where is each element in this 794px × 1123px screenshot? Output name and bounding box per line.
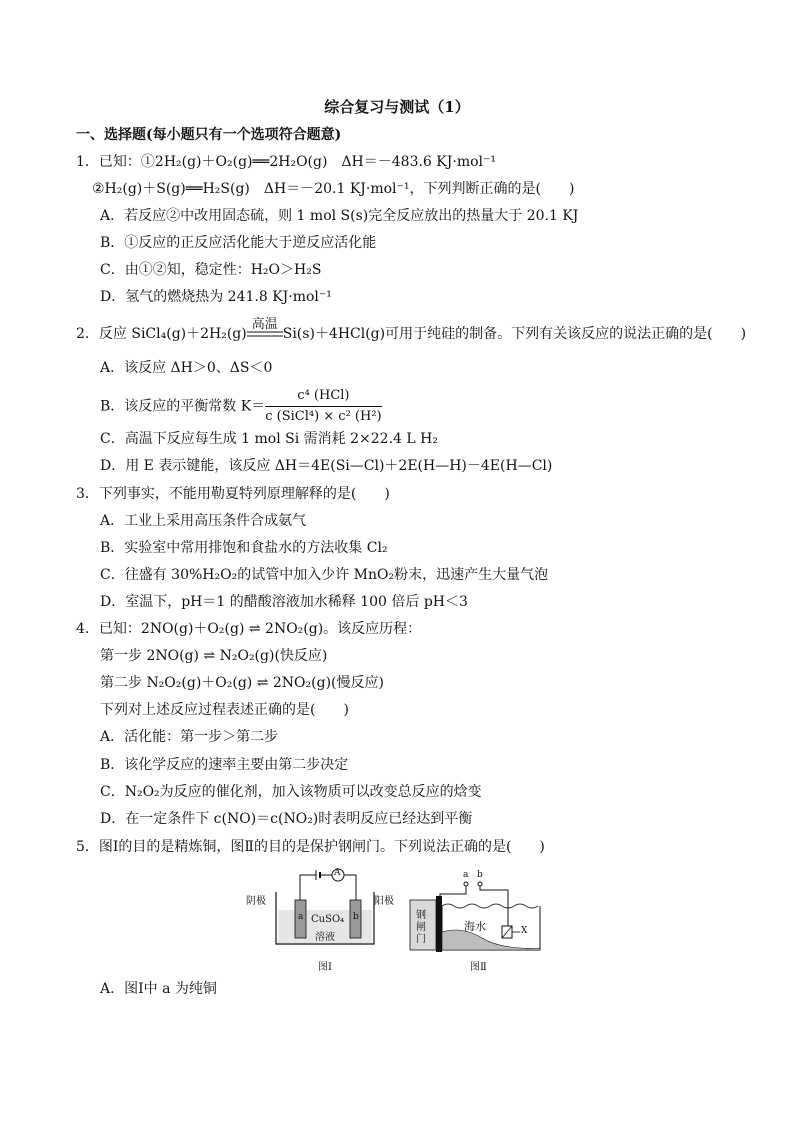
q4-option-c: C．N₂O₂为反应的催化剂，加入该物质可以改变总反应的焓变 bbox=[100, 784, 482, 800]
q1-option-b: B．①反应的正反应活化能大于逆反应活化能 bbox=[100, 235, 377, 251]
q4-option-d: D．在一定条件下 c(NO)＝c(NO₂)时表明反应已经达到平衡 bbox=[100, 811, 473, 827]
q4-stem: 4．已知：2NO(g)＋O₂(g) ⇌ 2NO₂(g)。该反应历程： bbox=[76, 621, 422, 637]
q4-option-a: A．活化能：第一步＞第二步 bbox=[100, 729, 279, 745]
q2-option-b bbox=[100, 387, 382, 426]
ammeter-icon: A bbox=[334, 868, 341, 878]
figure-2-caption: 图Ⅱ bbox=[470, 962, 487, 973]
q3-option-c: C．往盛有 30%H₂O₂的试管中加入少许 MnO₂粉末，迅速产生大量气泡 bbox=[100, 567, 549, 583]
steel-gate-diagram bbox=[408, 870, 548, 956]
fraction-denominator: c (SiCl⁴) × c² (H²) bbox=[265, 409, 382, 424]
terminal-b-label: b bbox=[477, 870, 483, 880]
section-heading: 一、选择题(每小题只有一个选项符合题意) bbox=[76, 127, 342, 143]
figure-1-caption: 图Ⅰ bbox=[318, 962, 332, 973]
q2-option-a: A．该反应 ΔH＞0、ΔS＜0 bbox=[100, 360, 273, 376]
seawater-label: 海水 bbox=[464, 920, 486, 933]
q2-stem-pre: 2．反应 SiCl₄(g)＋2H₂(g) bbox=[76, 326, 247, 342]
equilibrium-fraction bbox=[265, 387, 381, 426]
terminal-a-label: a bbox=[463, 870, 469, 880]
q3-option-b: B．实验室中常用排饱和食盐水的方法收集 Cl₂ bbox=[100, 540, 388, 556]
figure-2-steel-gate bbox=[408, 870, 548, 976]
q4-step1: 第一步 2NO(g) ⇌ N₂O₂(g)(快反应) bbox=[100, 648, 328, 664]
solution-label-1: CuSO₄ bbox=[311, 914, 345, 925]
cathode-label: 阴极 bbox=[246, 896, 266, 907]
q3-option-d: D．室温下，pH＝1 的醋酸溶液加水稀释 100 倍后 pH＜3 bbox=[100, 594, 468, 610]
x-material-label: X bbox=[521, 926, 528, 936]
q4-question: 下列对上述反应过程表述正确的是( ) bbox=[100, 702, 349, 718]
q2-option-b-text: B．该反应的平衡常数 K＝ bbox=[100, 398, 266, 415]
fraction-numerator: c⁴ (HCl) bbox=[265, 387, 381, 407]
q4-step2: 第二步 N₂O₂(g)＋O₂(g) ⇌ 2NO₂(g)(慢反应) bbox=[100, 675, 384, 691]
figure-1-electrolysis bbox=[246, 864, 406, 974]
q3-stem: 3．下列事实，不能用勒夏特列原理解释的是( ) bbox=[76, 486, 390, 502]
q2-stem bbox=[76, 317, 747, 343]
q5-stem: 5．图Ⅰ的目的是精炼铜，图Ⅱ的目的是保护钢闸门。下列说法正确的是( ) bbox=[76, 839, 545, 855]
q1-option-a: A．若反应②中改用固态硫，则 1 mol S(s)完全反应放出的热量大于 20.1 KJ bbox=[100, 208, 579, 224]
electrode-b-label: b bbox=[353, 912, 359, 922]
q3-option-a: A．工业上采用高压条件合成氨气 bbox=[100, 513, 307, 529]
q1-stem-line2: ②H₂(g)＋S(g)══H₂S(g) ΔH＝－20.1 KJ·mol⁻¹，下列判断正确的是( ) bbox=[92, 181, 575, 197]
q1-option-c: C．由①②知，稳定性：H₂O＞H₂S bbox=[100, 262, 322, 278]
q2-option-d: D．用 E 表示键能，该反应 ΔH＝4E(Si—Cl)＋2E(H—H)－4E(H—Cl) bbox=[100, 458, 553, 474]
q5-option-a: A．图Ⅰ中 a 为纯铜 bbox=[100, 981, 217, 997]
q2-stem-post: Si(s)＋4HCl(g)可用于纯硅的制备。下列有关该反应的说法正确的是( ) bbox=[282, 326, 747, 342]
q1-stem-line1: 1．已知：①2H₂(g)＋O₂(g)══2H₂O(g) ΔH＝－483.6 KJ·mol⁻¹ bbox=[76, 154, 496, 170]
solution-label-2: 溶液 bbox=[315, 932, 335, 943]
q2-option-c: C．高温下反应每生成 1 mol Si 需消耗 2×22.4 L H₂ bbox=[100, 431, 438, 447]
gate-label-3: 门 bbox=[416, 934, 426, 945]
page-title: 综合复习与测试（1） bbox=[324, 98, 470, 116]
gate-label-1: 钢 bbox=[416, 910, 426, 921]
electrode-a-label: a bbox=[298, 912, 304, 922]
q4-option-b: B．该化学反应的速率主要由第二步决定 bbox=[100, 757, 349, 773]
reaction-arrow bbox=[247, 317, 283, 338]
anode-label: 阳极 bbox=[374, 896, 394, 907]
gate-label-2: 闸 bbox=[416, 922, 426, 933]
q2-condition: 高温 bbox=[251, 317, 278, 332]
q1-option-d: D．氢气的燃烧热为 241.8 KJ·mol⁻¹ bbox=[100, 289, 332, 305]
